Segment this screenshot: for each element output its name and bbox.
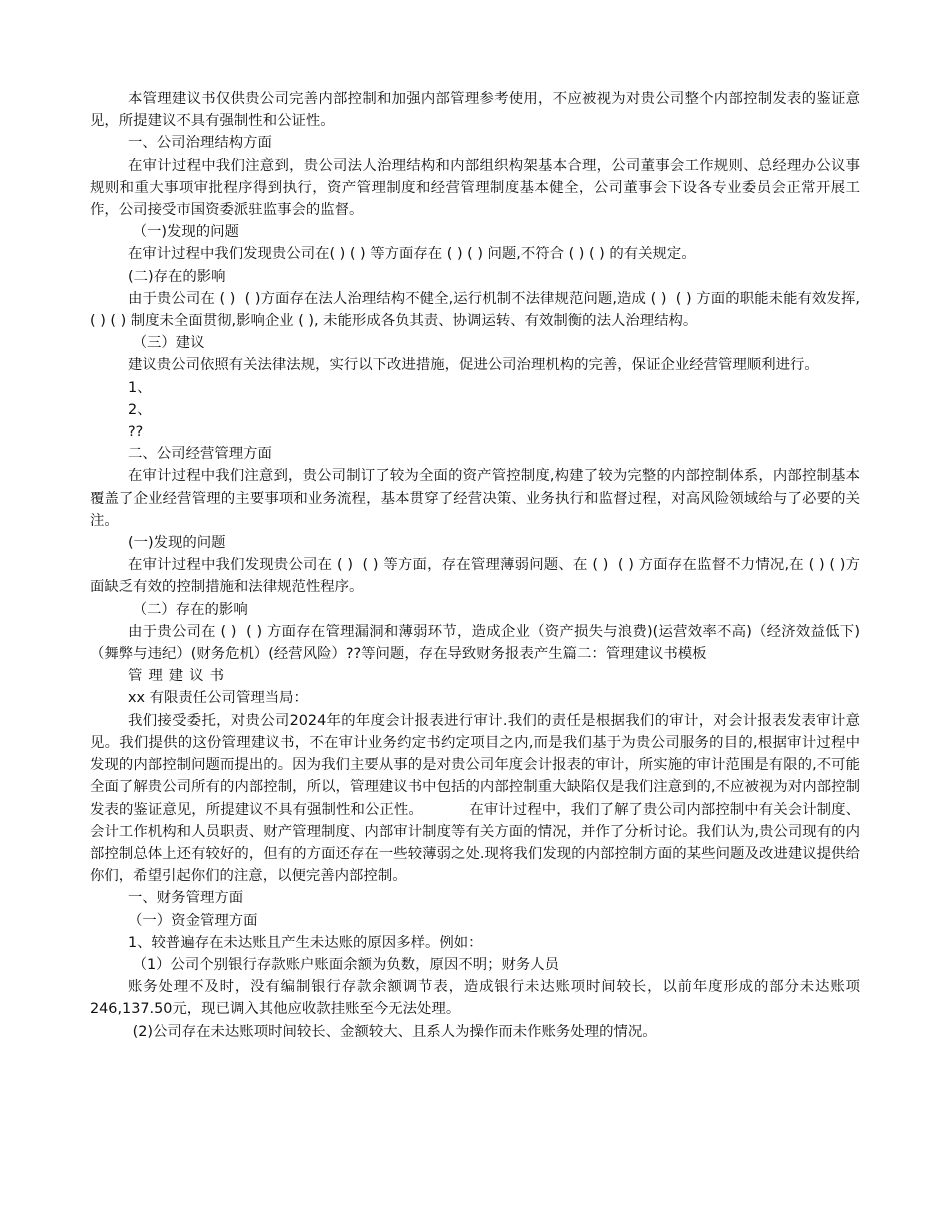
impact-paragraph: 由于贵公司在 ( ) ( )方面存在法人治理结构不健全,运行机制不法律规范问题,造成 ( ) ( ) 方面的职能未能有效发挥, ( ) ( ) 制度未全面贯彻,影响企业 ( ), 未能形成各负其责、协调运转、有效制衡的法人治理结构。 xyxy=(90,290,865,330)
funds-example-2: (2)公司存在未达账项时间较长、金额较大、且系人为操作而未作账务处理的情况。 xyxy=(128,1023,657,1040)
list-item-2: 2、 xyxy=(128,401,152,418)
subheading-suggestions: （三）建议 xyxy=(128,335,205,352)
ops-problems-paragraph: 在审计过程中我们发现贵公司在 ( ) ( ) 等方面，存在管理薄弱问题、在 ( ) ( ) 方面存在监督不力情况,在 ( ) ( )方面缺乏有效的控制措施和法律规范性程序。 xyxy=(90,557,860,596)
letter-addressee: xx 有限责任公司管理当局： xyxy=(128,690,308,707)
letter-title: 管理建议书 xyxy=(128,668,230,685)
ops-impact-paragraph: 由于贵公司在 ( ) ( ) 方面存在管理漏洞和薄弱环节，造成企业（资产损失与浪费)(运营效率不高)（经济效益低下)（舞弊与违纪）(财务危机）(经营风险）??等问题，存在导致财务报表产生篇二：管理建议书模板 xyxy=(90,623,860,663)
governance-paragraph: 在审计过程中我们注意到，贵公司法人治理结构和内部组织构架基本合理，公司董事会工作规则、总经理办公议事规则和重大事项审批程序得到执行，资产管理制度和经营管理制度基本健全，公司董事会下设各专业委员会正常开展工作，公司接受市国资委派驻监事会的监督。 xyxy=(90,157,860,219)
funds-point-1: 1、较普遍存在未达账且产生未达账的原因多样。例如： xyxy=(128,934,483,951)
section-heading-operations: 二、公司经营管理方面 xyxy=(128,446,272,463)
letter-body-paragraph: 我们接受委托，对贵公司2024年的年度会计报表进行审计.我们的责任是根据我们的审计，对会计报表发表审计意见。我们提供的这份管理建议书，不在审计业务约定书约定项目之内,而是我们基于为贵公司服务的目的,根据审计过程中发现的内部控制问题而提出的。因为我们主要从事的是对贵公司年度会计报表的审计，所实施的审计范围是有限的,不可能全面了解贵公司所有的内部控制，所以，管理建议书中包括的内部控制重大缺陷仅是我们注意到的,不应被视为对内部控制发表的鉴证意见，所提建议不具有强制性和公正性。 在审计过程中，我们了解了贵公司内部控制中有关会计制度、会计工作机构和人员职责、财产管理制度、内部审计制度等有关方面的情况，并作了分析讨论。我们认为,贵公司现有的内部控制总体上还有较好的，但有的方面还存在一些较薄弱之处.现将我们发现的内部控制方面的某些问题及改进建议提供给你们，希望引起你们的注意，以便完善内部控制。 xyxy=(90,712,860,885)
list-item-ellipsis: ?? xyxy=(128,424,144,441)
subheading-funds: （一）资金管理方面 xyxy=(128,912,258,929)
subheading-ops-problems: (一)发现的问题 xyxy=(128,535,226,552)
funds-example-1-detail: 账务处理不及时，没有编制银行存款余额调节表，造成银行未达账项时间较长，以前年度形成的部分未达账项246,137.50元，现已调入其他应收款挂账至今无法处理。 xyxy=(90,979,860,1018)
subheading-problems: （一)发现的问题 xyxy=(128,224,239,241)
section-heading-governance: 一、公司治理结构方面 xyxy=(128,135,272,152)
suggestions-paragraph: 建议贵公司依照有关法律法规，实行以下改进措施，促进公司治理机构的完善，保证企业经营管理顺利进行。 xyxy=(128,357,819,374)
subheading-ops-impact: （二）存在的影响 xyxy=(128,601,248,618)
problems-paragraph: 在审计过程中我们发现贵公司在( ) ( ) 等方面存在 ( ) ( ) 问题,不符合 ( ) ( ) 的有关规定。 xyxy=(128,246,696,263)
intro-paragraph: 本管理建议书仅供贵公司完善内部控制和加强内部管理参考使用，不应被视为对贵公司整个内部控制发表的鉴证意见，所提建议不具有强制性和公证性。 xyxy=(90,91,860,130)
subheading-impact: (二)存在的影响 xyxy=(128,268,226,285)
funds-example-1: （1）公司个别银行存款账户账面余额为负数，原因不明；财务人员 xyxy=(128,956,560,973)
operations-paragraph: 在审计过程中我们注意到，贵公司制订了较为全面的资产管控制度,构建了较为完整的内部控制体系，内部控制基本覆盖了企业经营管理的主要事项和业务流程，基本贯穿了经营决策、业务执行和监督过程，对高风险领域给与了必要的关注。 xyxy=(90,468,861,529)
list-item-1: 1、 xyxy=(128,379,152,396)
section-heading-finance: 一、财务管理方面 xyxy=(128,890,244,907)
